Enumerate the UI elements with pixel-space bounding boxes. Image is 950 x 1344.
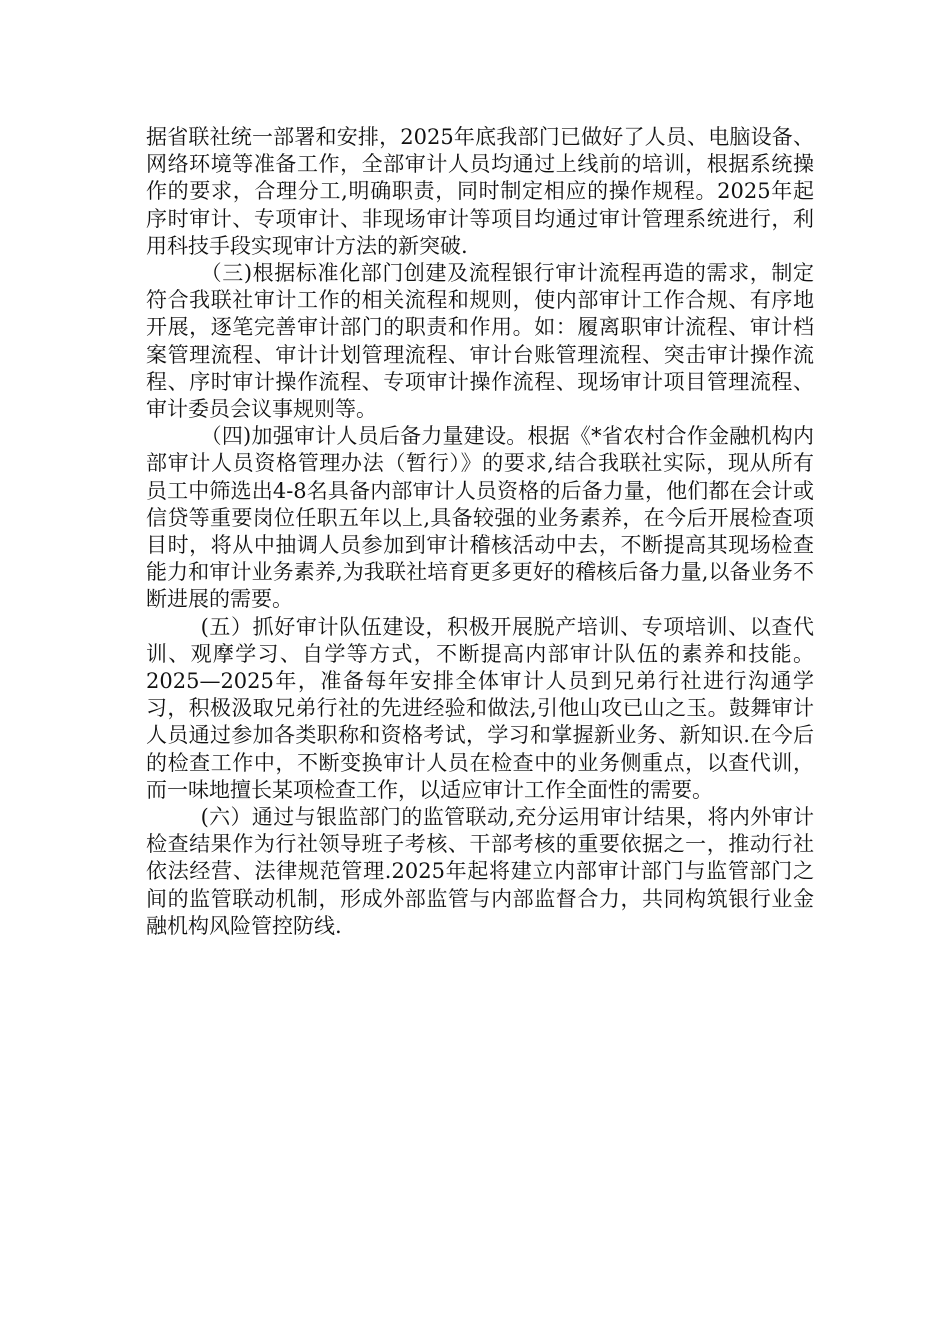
paragraph-section-3: （三)根据标准化部门创建及流程银行审计流程再造的需求，制定符合我联社审计工作的相关流程和规则，使内部审计工作合规、有序地开展，逐笔完善审计部门的职责和作用。如：履离职审计流程、审计档案管理流程、审计计划管理流程、审计台账管理流程、突击审计操作流程、序时审计操作流程、专项审计操作流程、现场审计项目管理流程、审计委员会议事规则等。	[146, 261, 814, 422]
paragraph-section-4: （四)加强审计人员后备力量建设。根据《*省农村合作金融机构内部审计人员资格管理办法（暂行）》的要求,结合我联社实际，现从所有员工中筛选出4-8名具备内部审计人员资格的后备力量，他们都在会计或信贷等重要岗位任职五年以上,具备较强的业务素养，在今后开展检查项目时，将从中抽调人员参加到审计稽核活动中去，不断提高其现场检查能力和审计业务素养,为我联社培育更多更好的稽核后备力量,以备业务不断进展的需要。	[146, 424, 814, 612]
paragraph-continued: 据省联社统一部署和安排，2025年底我部门已做好了人员、电脑设备、网络环境等准备工作，全部审计人员均通过上线前的培训，根据系统操作的要求，合理分工,明确职责，同时制定相应的操作规程。2025年起序时审计、专项审计、非现场审计等项目均通过审计管理系统进行，利用科技手段实现审计方法的新突破.	[146, 125, 814, 258]
paragraph-section-5: (五）抓好审计队伍建设，积极开展脱产培训、专项培训、以查代训、观摩学习、自学等方式，不断提高内部审计队伍的素养和技能。2025—2025年，准备每年安排全体审计人员到兄弟行社进行沟通学习，积极汲取兄弟行社的先进经验和做法,引他山攻已山之玉。鼓舞审计人员通过参加各类职称和资格考试，学习和掌握新业务、新知识.在今后的检查工作中，不断变换审计人员在检查中的业务侧重点，以查代训，而一味地擅长某项检查工作，以适应审计工作全面性的需要。	[146, 614, 814, 802]
paragraph-section-6: (六）通过与银监部门的监管联动,充分运用审计结果，将内外审计检查结果作为行社领导班子考核、干部考核的重要依据之一，推动行社依法经营、法律规范管理.2025年起将建立内部审计部门与监管部门之间的监管联动机制，形成外部监管与内部监督合力，共同构筑银行业金融机构风险管控防线.	[146, 805, 814, 938]
document-body	[146, 124, 814, 940]
